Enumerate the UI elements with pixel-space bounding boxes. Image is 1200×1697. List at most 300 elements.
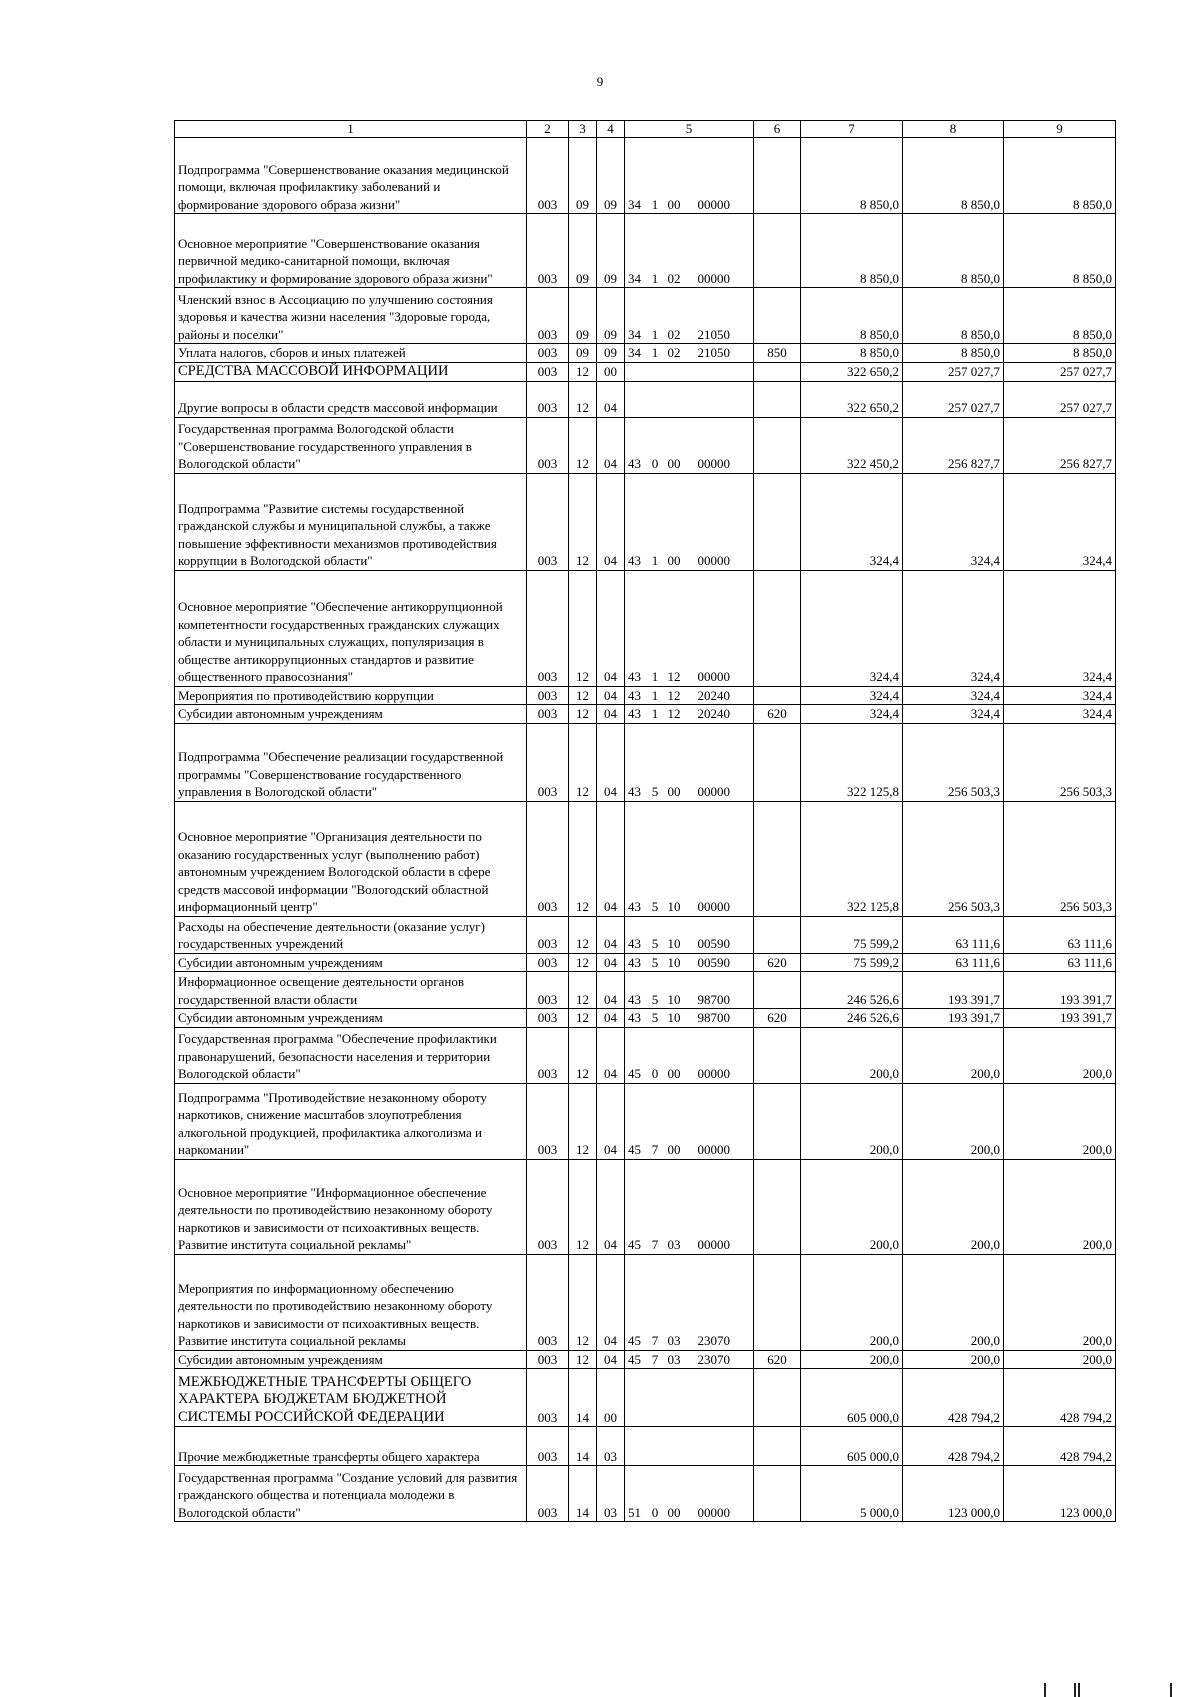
row-name: Другие вопросы в области средств массовой информации xyxy=(175,381,527,417)
target-code-part: 00 xyxy=(667,196,681,212)
table-row xyxy=(175,344,1116,363)
target-code-part: 1 xyxy=(651,669,659,684)
code-subsection: 04 xyxy=(597,953,625,972)
target-code-part: 34 xyxy=(628,270,641,286)
code-subsection: 00 xyxy=(597,1369,625,1427)
target-code-part: 51 xyxy=(628,1504,641,1520)
target-code-part: 43 xyxy=(628,706,641,721)
header-cell: 5 xyxy=(625,121,754,138)
amount-year-3: 8 850,0 xyxy=(1004,214,1116,288)
code-target-article xyxy=(625,417,754,473)
target-code-part: 7 xyxy=(651,1333,659,1348)
code-subsection: 04 xyxy=(597,1350,625,1369)
code-section: 12 xyxy=(569,953,597,972)
table-row xyxy=(175,686,1116,705)
amount-year-1: 324,4 xyxy=(801,570,903,686)
target-code-part: 23070 xyxy=(697,1351,730,1367)
scan-marks xyxy=(1044,1683,1174,1697)
amount-year-3: 257 027,7 xyxy=(1004,381,1116,417)
table-row xyxy=(175,381,1116,417)
code-admin: 003 xyxy=(527,1466,569,1522)
target-code-part: 34 xyxy=(628,345,641,360)
code-target-article xyxy=(625,344,754,363)
table-row xyxy=(175,801,1116,916)
code-section: 12 xyxy=(569,1159,597,1254)
code-target-article xyxy=(625,723,754,801)
target-code-part: 98700 xyxy=(697,1010,730,1025)
amount-year-2: 257 027,7 xyxy=(903,362,1004,381)
code-section: 09 xyxy=(569,214,597,288)
code-target-article xyxy=(625,801,754,916)
amount-year-2: 63 111,6 xyxy=(903,953,1004,972)
code-subsection: 04 xyxy=(597,972,625,1009)
code-target-article xyxy=(625,1009,754,1028)
code-target-article xyxy=(625,1027,754,1083)
row-name: Государственная программа Вологодской области "Совершенствование государственного управления в Вологодской области" xyxy=(175,417,527,473)
amount-year-3: 200,0 xyxy=(1004,1254,1116,1350)
code-target-article xyxy=(625,570,754,686)
target-code-part: 10 xyxy=(667,1010,681,1025)
amount-year-1: 322 125,8 xyxy=(801,801,903,916)
target-code-part: 5 xyxy=(651,1010,659,1025)
target-code-part: 1 xyxy=(651,687,659,703)
row-name: Субсидии автономным учреждениям xyxy=(175,705,527,724)
amount-year-1: 75 599,2 xyxy=(801,953,903,972)
amount-year-1: 322 450,2 xyxy=(801,417,903,473)
row-name: Подпрограмма "Обеспечение реализации государственной программы "Совершенствование государственного управления в Вологодской области" xyxy=(175,723,527,801)
table-row xyxy=(175,362,1116,381)
code-target-article xyxy=(625,381,754,417)
code-expense-type: 620 xyxy=(754,1009,801,1028)
table-row xyxy=(175,916,1116,953)
target-code-part: 00000 xyxy=(697,1504,730,1520)
target-code-part: 1 xyxy=(651,345,659,360)
amount-year-1: 8 850,0 xyxy=(801,138,903,214)
code-admin: 003 xyxy=(527,705,569,724)
target-code-part: 00590 xyxy=(697,954,730,970)
code-admin: 003 xyxy=(527,1083,569,1159)
row-name: Мероприятия по противодействию коррупции xyxy=(175,686,527,705)
target-code-part: 00 xyxy=(667,553,681,568)
code-expense-type xyxy=(754,1369,801,1427)
amount-year-2: 256 503,3 xyxy=(903,723,1004,801)
target-code-part: 21050 xyxy=(697,326,730,342)
code-target-article xyxy=(625,473,754,570)
amount-year-2: 324,4 xyxy=(903,705,1004,724)
amount-year-2: 256 827,7 xyxy=(903,417,1004,473)
target-code-part: 43 xyxy=(628,784,641,799)
target-code-part: 1 xyxy=(651,326,659,342)
amount-year-3: 8 850,0 xyxy=(1004,288,1116,344)
amount-year-2: 8 850,0 xyxy=(903,214,1004,288)
code-expense-type: 850 xyxy=(754,344,801,363)
code-section: 09 xyxy=(569,288,597,344)
amount-year-3: 324,4 xyxy=(1004,705,1116,724)
target-code-part: 43 xyxy=(628,936,641,951)
code-admin: 003 xyxy=(527,1427,569,1466)
amount-year-1: 200,0 xyxy=(801,1254,903,1350)
target-code-part: 02 xyxy=(667,326,681,342)
target-code-part: 1 xyxy=(651,270,659,286)
target-code-part: 20240 xyxy=(697,706,730,721)
amount-year-3: 200,0 xyxy=(1004,1083,1116,1159)
row-name: Основное мероприятие "Обеспечение антикоррупционной компетентности государственных гражданских служащих области и муниципальных служащих, популяризация в обществе антикоррупционных стандартов и развитие общественного правосознания" xyxy=(175,570,527,686)
code-section: 12 xyxy=(569,972,597,1009)
amount-year-3: 63 111,6 xyxy=(1004,953,1116,972)
amount-year-3: 200,0 xyxy=(1004,1159,1116,1254)
code-section: 12 xyxy=(569,723,597,801)
amount-year-2: 428 794,2 xyxy=(903,1427,1004,1466)
target-code-part: 1 xyxy=(651,553,659,568)
code-admin: 003 xyxy=(527,473,569,570)
code-admin: 003 xyxy=(527,417,569,473)
amount-year-1: 200,0 xyxy=(801,1027,903,1083)
target-code-part: 02 xyxy=(667,345,681,360)
row-name: Уплата налогов, сборов и иных платежей xyxy=(175,344,527,363)
target-code-part: 43 xyxy=(628,669,641,684)
code-expense-type xyxy=(754,1027,801,1083)
amount-year-1: 8 850,0 xyxy=(801,214,903,288)
code-subsection: 04 xyxy=(597,1254,625,1350)
table-row xyxy=(175,570,1116,686)
amount-year-1: 324,4 xyxy=(801,705,903,724)
code-target-article xyxy=(625,1159,754,1254)
row-name: Подпрограмма "Развитие системы государственной гражданской службы и муниципальной службы, а также повышение эффективности механизмов противодействия коррупции в Вологодской области" xyxy=(175,473,527,570)
code-subsection: 09 xyxy=(597,138,625,214)
target-code-part: 5 xyxy=(651,899,659,914)
amount-year-1: 322 650,2 xyxy=(801,381,903,417)
amount-year-3: 200,0 xyxy=(1004,1027,1116,1083)
amount-year-2: 8 850,0 xyxy=(903,344,1004,363)
table-row xyxy=(175,1083,1116,1159)
target-code-part: 43 xyxy=(628,1010,641,1025)
code-section: 12 xyxy=(569,705,597,724)
table-row xyxy=(175,1254,1116,1350)
target-code-part: 00 xyxy=(667,1066,681,1081)
amount-year-1: 246 526,6 xyxy=(801,972,903,1009)
amount-year-3: 428 794,2 xyxy=(1004,1369,1116,1427)
row-name: Мероприятия по информационному обеспечению деятельности по противодействию незаконному обороту наркотиков и зависимости от психоактивных веществ. Развитие института социальной рекламы xyxy=(175,1254,527,1350)
target-code-part: 00000 xyxy=(697,456,730,471)
code-subsection: 00 xyxy=(597,362,625,381)
row-name: Государственная программа "Создание условий для развития гражданского общества и потенциала молодежи в Вологодской области" xyxy=(175,1466,527,1522)
target-code-part: 21050 xyxy=(697,345,730,360)
code-target-article xyxy=(625,214,754,288)
target-code-part: 45 xyxy=(628,1351,641,1367)
target-code-part: 45 xyxy=(628,1237,641,1252)
code-admin: 003 xyxy=(527,381,569,417)
amount-year-2: 257 027,7 xyxy=(903,381,1004,417)
code-subsection: 04 xyxy=(597,473,625,570)
amount-year-1: 322 650,2 xyxy=(801,362,903,381)
amount-year-3: 63 111,6 xyxy=(1004,916,1116,953)
code-expense-type xyxy=(754,686,801,705)
table-header-row xyxy=(175,121,1116,138)
code-section: 12 xyxy=(569,916,597,953)
code-expense-type xyxy=(754,1083,801,1159)
code-section: 14 xyxy=(569,1369,597,1427)
code-admin: 003 xyxy=(527,972,569,1009)
code-expense-type xyxy=(754,381,801,417)
code-target-article xyxy=(625,953,754,972)
target-code-part: 43 xyxy=(628,991,641,1007)
code-section: 12 xyxy=(569,362,597,381)
code-target-article xyxy=(625,972,754,1009)
amount-year-3: 324,4 xyxy=(1004,570,1116,686)
code-target-article xyxy=(625,1427,754,1466)
code-expense-type xyxy=(754,916,801,953)
table-row xyxy=(175,214,1116,288)
code-expense-type xyxy=(754,362,801,381)
amount-year-3: 257 027,7 xyxy=(1004,362,1116,381)
code-expense-type xyxy=(754,288,801,344)
target-code-part: 00000 xyxy=(697,1142,730,1157)
amount-year-3: 256 503,3 xyxy=(1004,723,1116,801)
target-code-part: 10 xyxy=(667,899,681,914)
code-target-article xyxy=(625,1350,754,1369)
amount-year-3: 8 850,0 xyxy=(1004,138,1116,214)
target-code-part: 5 xyxy=(651,784,659,799)
table-row xyxy=(175,1427,1116,1466)
target-code-part: 43 xyxy=(628,899,641,914)
code-section: 12 xyxy=(569,473,597,570)
header-cell: 1 xyxy=(175,121,527,138)
code-section: 12 xyxy=(569,1254,597,1350)
amount-year-2: 200,0 xyxy=(903,1027,1004,1083)
target-code-part: 00 xyxy=(667,1504,681,1520)
header-cell: 8 xyxy=(903,121,1004,138)
code-section: 12 xyxy=(569,1009,597,1028)
code-target-article xyxy=(625,686,754,705)
header-cell: 6 xyxy=(754,121,801,138)
target-code-part: 0 xyxy=(651,1504,659,1520)
amount-year-2: 123 000,0 xyxy=(903,1466,1004,1522)
code-subsection: 04 xyxy=(597,801,625,916)
code-target-article xyxy=(625,138,754,214)
code-admin: 003 xyxy=(527,1254,569,1350)
code-subsection: 04 xyxy=(597,686,625,705)
code-target-article xyxy=(625,1369,754,1427)
code-admin: 003 xyxy=(527,686,569,705)
row-name: Прочие межбюджетные трансферты общего характера xyxy=(175,1427,527,1466)
page-number: 9 xyxy=(596,74,604,89)
row-name: Субсидии автономным учреждениям xyxy=(175,1009,527,1028)
amount-year-3: 428 794,2 xyxy=(1004,1427,1116,1466)
table-row xyxy=(175,473,1116,570)
code-target-article xyxy=(625,288,754,344)
target-code-part: 1 xyxy=(651,706,659,721)
amount-year-2: 200,0 xyxy=(903,1083,1004,1159)
target-code-part: 0 xyxy=(651,456,659,471)
code-section: 12 xyxy=(569,417,597,473)
code-section: 14 xyxy=(569,1466,597,1522)
target-code-part: 00000 xyxy=(697,1237,730,1252)
table-row xyxy=(175,953,1116,972)
code-expense-type: 620 xyxy=(754,705,801,724)
amount-year-1: 322 125,8 xyxy=(801,723,903,801)
code-subsection: 04 xyxy=(597,1009,625,1028)
target-code-part: 12 xyxy=(667,706,681,721)
code-admin: 003 xyxy=(527,1159,569,1254)
code-admin: 003 xyxy=(527,214,569,288)
table-row xyxy=(175,1466,1116,1522)
target-code-part: 10 xyxy=(667,936,681,951)
code-subsection: 04 xyxy=(597,381,625,417)
code-subsection: 04 xyxy=(597,1159,625,1254)
target-code-part: 45 xyxy=(628,1333,641,1348)
target-code-part: 00000 xyxy=(697,196,730,212)
code-subsection: 09 xyxy=(597,344,625,363)
amount-year-3: 193 391,7 xyxy=(1004,972,1116,1009)
target-code-part: 00000 xyxy=(697,784,730,799)
row-name: Основное мероприятие "Совершенствование оказания первичной медико-санитарной помощи, включая профилактику и формирование здорового образа жизни" xyxy=(175,214,527,288)
target-code-part: 34 xyxy=(628,196,641,212)
code-subsection: 04 xyxy=(597,705,625,724)
amount-year-1: 5 000,0 xyxy=(801,1466,903,1522)
target-code-part: 5 xyxy=(651,991,659,1007)
table-row xyxy=(175,138,1116,214)
target-code-part: 7 xyxy=(651,1142,659,1157)
code-subsection: 09 xyxy=(597,214,625,288)
table-row xyxy=(175,417,1116,473)
amount-year-3: 256 503,3 xyxy=(1004,801,1116,916)
target-code-part: 03 xyxy=(667,1237,681,1252)
code-expense-type xyxy=(754,972,801,1009)
target-code-part: 00000 xyxy=(697,899,730,914)
row-name: Информационное освещение деятельности органов государственной власти области xyxy=(175,972,527,1009)
amount-year-1: 200,0 xyxy=(801,1350,903,1369)
code-admin: 003 xyxy=(527,723,569,801)
code-section: 12 xyxy=(569,686,597,705)
code-subsection: 04 xyxy=(597,417,625,473)
code-admin: 003 xyxy=(527,1369,569,1427)
code-expense-type xyxy=(754,1466,801,1522)
amount-year-1: 200,0 xyxy=(801,1159,903,1254)
code-admin: 003 xyxy=(527,916,569,953)
code-admin: 003 xyxy=(527,801,569,916)
target-code-part: 5 xyxy=(651,954,659,970)
code-expense-type xyxy=(754,214,801,288)
code-section: 12 xyxy=(569,381,597,417)
amount-year-2: 324,4 xyxy=(903,686,1004,705)
amount-year-2: 193 391,7 xyxy=(903,972,1004,1009)
code-expense-type xyxy=(754,138,801,214)
header-cell: 4 xyxy=(597,121,625,138)
target-code-part: 00590 xyxy=(697,936,730,951)
target-code-part: 00000 xyxy=(697,270,730,286)
code-admin: 003 xyxy=(527,1350,569,1369)
code-target-article xyxy=(625,1083,754,1159)
amount-year-3: 324,4 xyxy=(1004,686,1116,705)
amount-year-2: 63 111,6 xyxy=(903,916,1004,953)
code-target-article xyxy=(625,1254,754,1350)
table-row xyxy=(175,972,1116,1009)
code-admin: 003 xyxy=(527,138,569,214)
target-code-part: 02 xyxy=(667,270,681,286)
code-section: 12 xyxy=(569,1350,597,1369)
target-code-part: 34 xyxy=(628,326,641,342)
row-name: Государственная программа "Обеспечение профилактики правонарушений, безопасности населения и территории Вологодской области" xyxy=(175,1027,527,1083)
target-code-part: 00 xyxy=(667,784,681,799)
row-name: Подпрограмма "Совершенствование оказания медицинской помощи, включая профилактику заболеваний и формирование здорового образа жизни" xyxy=(175,138,527,214)
code-subsection: 09 xyxy=(597,288,625,344)
code-expense-type: 620 xyxy=(754,953,801,972)
target-code-part: 5 xyxy=(651,936,659,951)
code-expense-type xyxy=(754,723,801,801)
code-target-article xyxy=(625,362,754,381)
amount-year-3: 8 850,0 xyxy=(1004,344,1116,363)
amount-year-1: 75 599,2 xyxy=(801,916,903,953)
target-code-part: 43 xyxy=(628,553,641,568)
amount-year-1: 8 850,0 xyxy=(801,344,903,363)
amount-year-1: 324,4 xyxy=(801,686,903,705)
code-section: 12 xyxy=(569,801,597,916)
target-code-part: 45 xyxy=(628,1066,641,1081)
code-admin: 003 xyxy=(527,1027,569,1083)
budget-table xyxy=(174,120,1116,1522)
header-cell: 9 xyxy=(1004,121,1116,138)
row-name: Субсидии автономным учреждениям xyxy=(175,1350,527,1369)
amount-year-2: 200,0 xyxy=(903,1254,1004,1350)
code-target-article xyxy=(625,1466,754,1522)
amount-year-2: 324,4 xyxy=(903,473,1004,570)
amount-year-1: 200,0 xyxy=(801,1083,903,1159)
row-name: МЕЖБЮДЖЕТНЫЕ ТРАНСФЕРТЫ ОБЩЕГО ХАРАКТЕРА БЮДЖЕТАМ БЮДЖЕТНОЙ СИСТЕМЫ РОССИЙСКОЙ ФЕДЕРАЦИИ xyxy=(175,1369,527,1427)
code-expense-type xyxy=(754,570,801,686)
target-code-part: 00 xyxy=(667,1142,681,1157)
header-cell: 7 xyxy=(801,121,903,138)
target-code-part: 00000 xyxy=(697,1066,730,1081)
header-cell: 3 xyxy=(569,121,597,138)
amount-year-1: 8 850,0 xyxy=(801,288,903,344)
target-code-part: 23070 xyxy=(697,1333,730,1348)
code-section: 14 xyxy=(569,1427,597,1466)
amount-year-1: 324,4 xyxy=(801,473,903,570)
target-code-part: 00000 xyxy=(697,669,730,684)
code-section: 12 xyxy=(569,570,597,686)
target-code-part: 20240 xyxy=(697,687,730,703)
target-code-part: 12 xyxy=(667,669,681,684)
amount-year-2: 193 391,7 xyxy=(903,1009,1004,1028)
target-code-part: 0 xyxy=(651,1066,659,1081)
amount-year-3: 324,4 xyxy=(1004,473,1116,570)
target-code-part: 10 xyxy=(667,991,681,1007)
amount-year-3: 123 000,0 xyxy=(1004,1466,1116,1522)
target-code-part: 10 xyxy=(667,954,681,970)
amount-year-3: 256 827,7 xyxy=(1004,417,1116,473)
code-admin: 003 xyxy=(527,953,569,972)
table-row xyxy=(175,723,1116,801)
target-code-part: 1 xyxy=(651,196,659,212)
code-section: 09 xyxy=(569,138,597,214)
amount-year-3: 200,0 xyxy=(1004,1350,1116,1369)
code-admin: 003 xyxy=(527,288,569,344)
code-admin: 003 xyxy=(527,344,569,363)
code-expense-type xyxy=(754,417,801,473)
code-target-article xyxy=(625,705,754,724)
table-row xyxy=(175,1369,1116,1427)
amount-year-3: 193 391,7 xyxy=(1004,1009,1116,1028)
code-admin: 003 xyxy=(527,362,569,381)
amount-year-1: 605 000,0 xyxy=(801,1369,903,1427)
target-code-part: 98700 xyxy=(697,991,730,1007)
target-code-part: 00000 xyxy=(697,553,730,568)
row-name: Субсидии автономным учреждениям xyxy=(175,953,527,972)
amount-year-1: 246 526,6 xyxy=(801,1009,903,1028)
amount-year-2: 428 794,2 xyxy=(903,1369,1004,1427)
code-subsection: 04 xyxy=(597,916,625,953)
code-expense-type xyxy=(754,1427,801,1466)
